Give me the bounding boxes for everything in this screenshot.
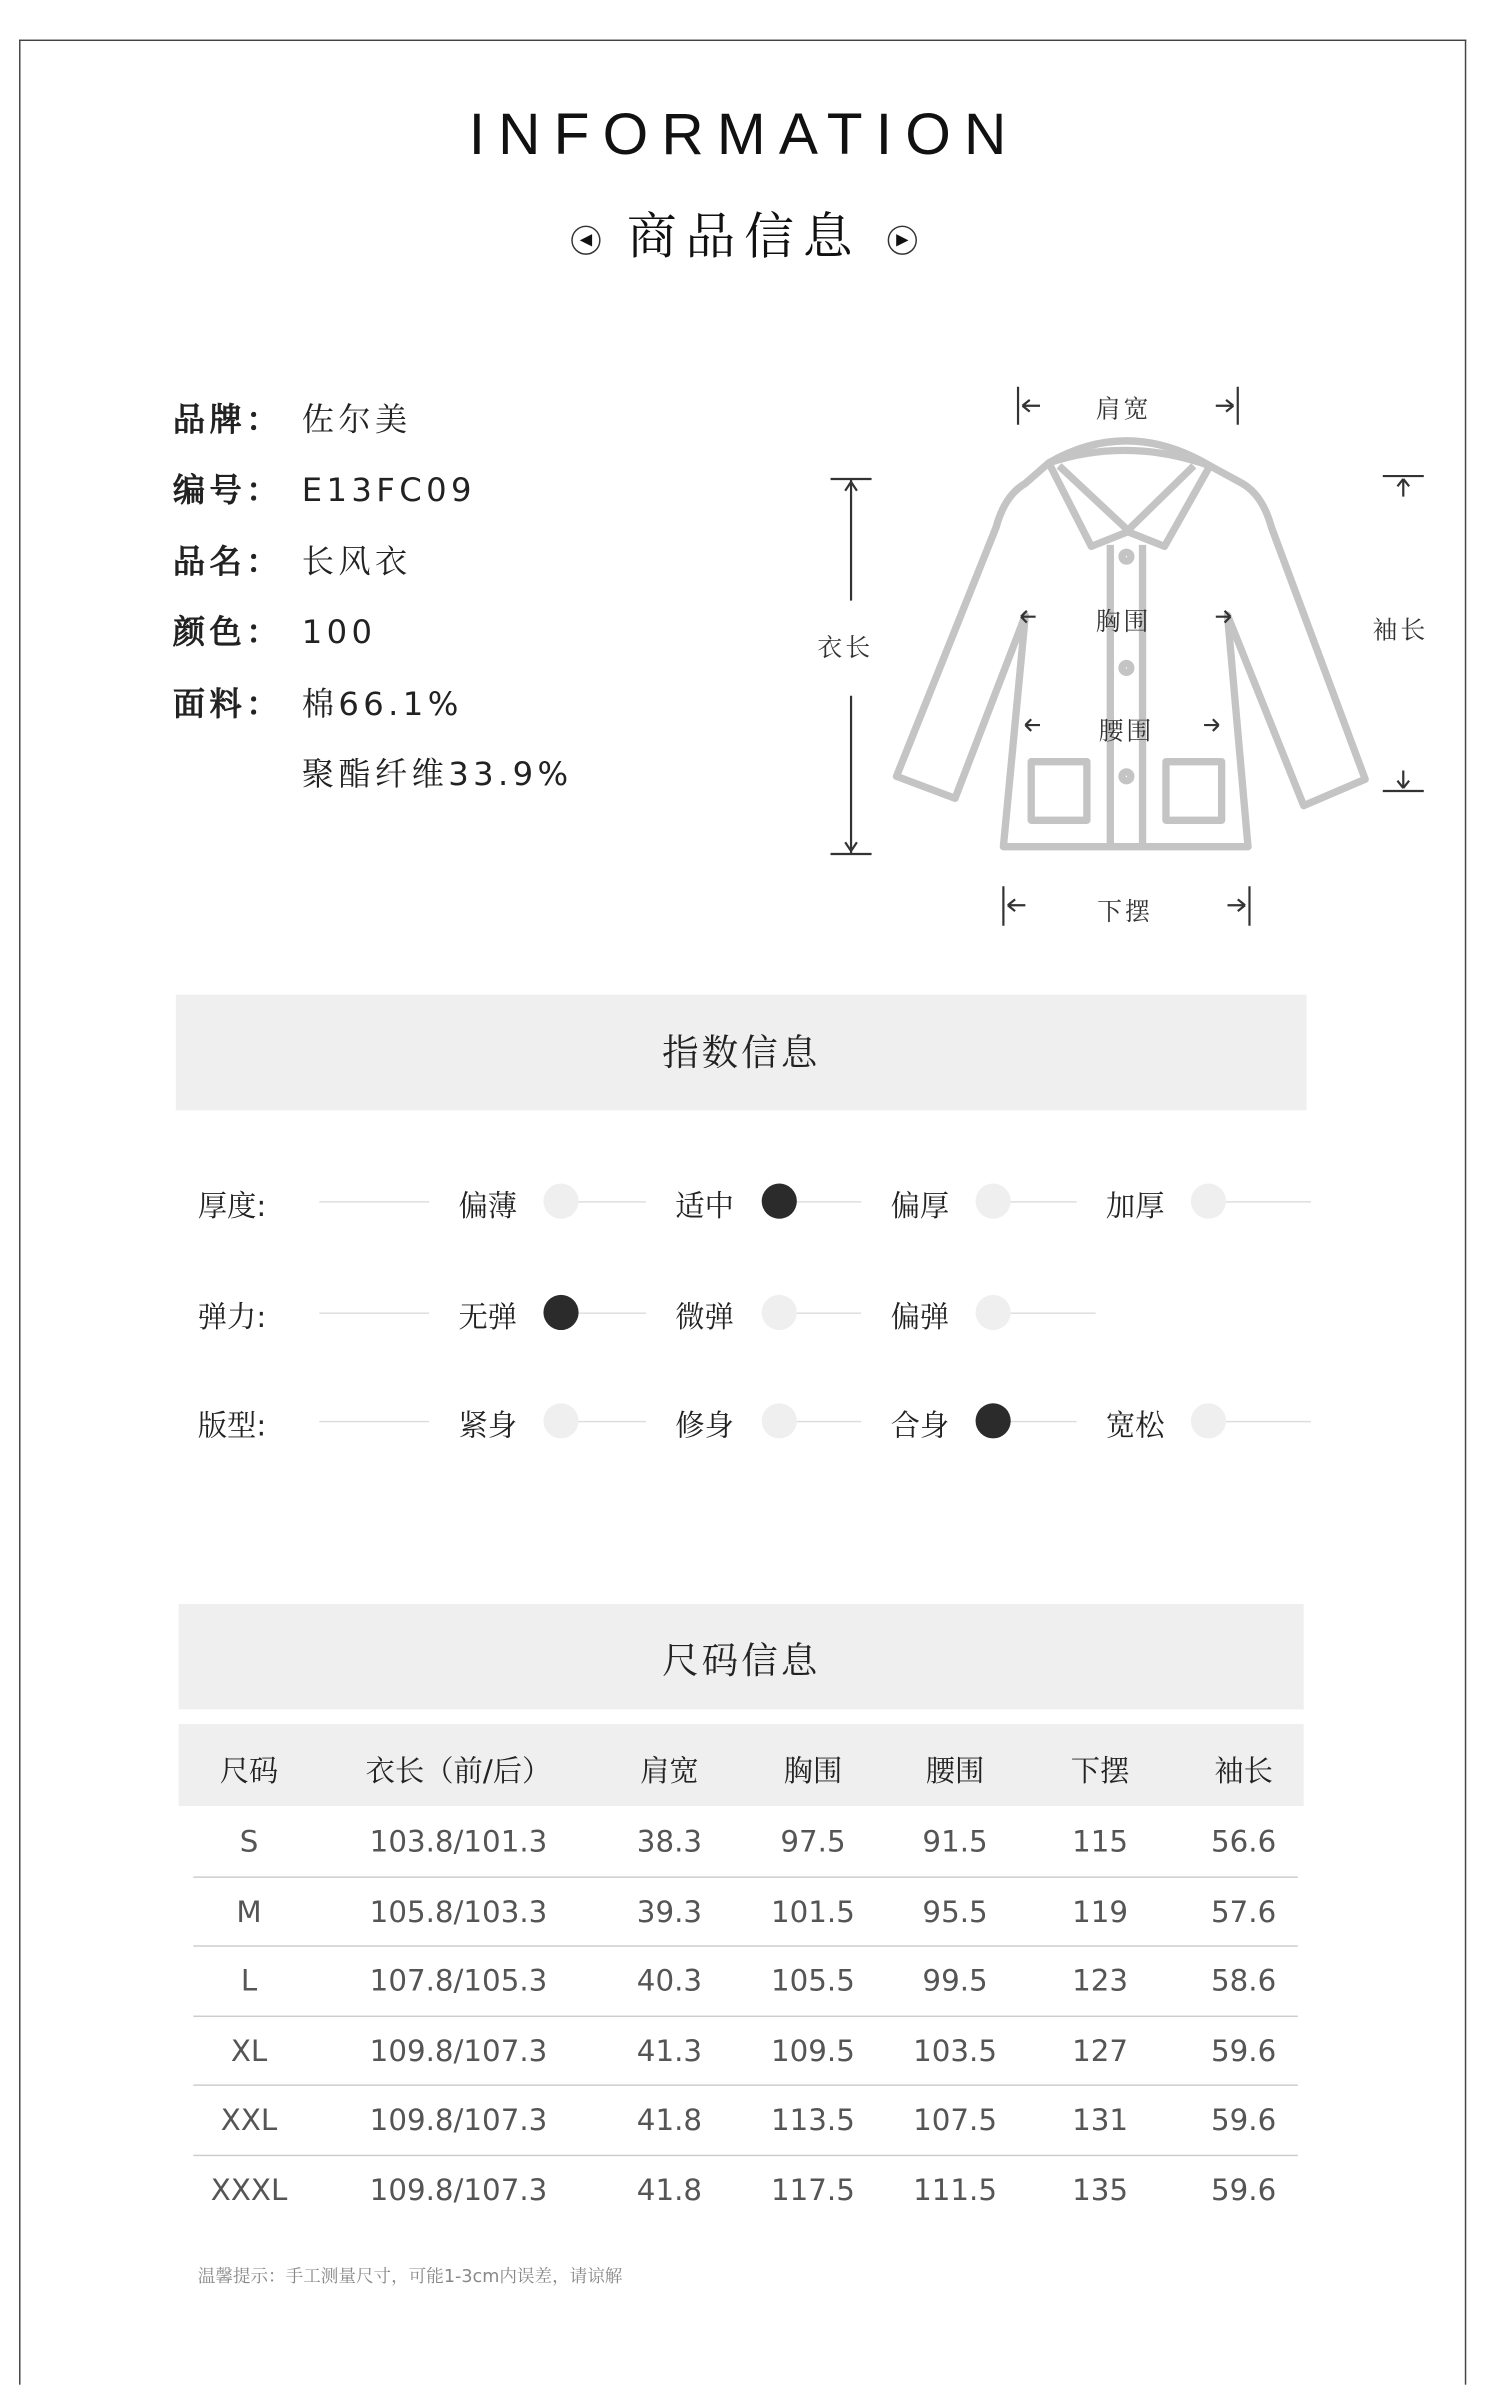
- size-table-cell: 109.5: [771, 2032, 855, 2068]
- size-table-cell: 131: [1072, 2101, 1129, 2138]
- size-table-cell: L: [240, 1962, 258, 1998]
- size-table-cell: 39.3: [636, 1893, 703, 1929]
- index-option-dot: [1191, 1403, 1226, 1438]
- index-option-label: 加厚: [1077, 1182, 1194, 1224]
- size-table-cell: 109.8/107.3: [369, 2171, 548, 2207]
- size-table-header: 肩宽: [640, 1753, 699, 1789]
- size-table-cell: 111.5: [913, 2171, 997, 2207]
- index-option-label: 无弹: [429, 1293, 546, 1335]
- info-label: 品牌：: [172, 402, 283, 440]
- info-value: E13FC09: [301, 473, 476, 510]
- size-table-cell: 107.8/105.3: [369, 1962, 548, 1998]
- index-option-label: 适中: [646, 1182, 763, 1224]
- info-label: 编号：: [172, 473, 283, 510]
- index-option-dot: [762, 1403, 797, 1438]
- size-table-header: 下摆: [1070, 1753, 1130, 1789]
- size-table-cell: 57.6: [1211, 1893, 1277, 1929]
- size-table-header: 衣长（前/后）: [365, 1753, 552, 1789]
- size-table-cell: XXXL: [210, 2171, 288, 2207]
- size-table-cell: 119: [1072, 1893, 1129, 1929]
- index-option-dot-selected: [543, 1295, 578, 1330]
- index-option-dot: [976, 1295, 1011, 1330]
- size-table-cell: 123: [1072, 1962, 1129, 1998]
- label-sleeve: 袖长: [1372, 616, 1429, 646]
- size-table-row-divider: [193, 2084, 1297, 2085]
- size-table-row-divider: [193, 2154, 1297, 2155]
- left-arrow-circle-icon: ◀: [571, 226, 600, 255]
- size-table-row-divider: [193, 2015, 1297, 2016]
- label-chest: 胸围: [1095, 607, 1152, 638]
- size-table-cell: 99.5: [922, 1962, 988, 1998]
- size-table-cell: 113.5: [771, 2101, 855, 2138]
- jacket-outline-icon: [896, 441, 1365, 847]
- size-table-cell: 103.5: [913, 2032, 997, 2068]
- label-waist: 腰围: [1098, 717, 1155, 748]
- size-table-cell: 59.6: [1211, 2171, 1277, 2207]
- info-value: 长风衣: [301, 544, 412, 582]
- size-table-header: 腰围: [925, 1753, 985, 1789]
- index-row-label: 弹力:: [197, 1299, 267, 1335]
- index-option-dot: [1191, 1184, 1226, 1219]
- size-table-cell: 109.8/107.3: [369, 2101, 548, 2138]
- index-option-dot-selected: [976, 1403, 1011, 1438]
- right-arrow-circle-icon: ▶: [888, 226, 917, 255]
- subtitle-text: 商品信息: [626, 208, 862, 267]
- size-table-cell: S: [239, 1823, 259, 1859]
- size-table-cell: 135: [1072, 2171, 1129, 2207]
- size-table-cell: 95.5: [922, 1893, 988, 1929]
- info-value: 佐尔美: [301, 402, 412, 440]
- size-table-cell: 41.8: [636, 2171, 703, 2207]
- size-table-cell: 103.8/101.3: [369, 1823, 548, 1859]
- info-label: 面料：: [172, 686, 283, 724]
- size-table-cell: 59.6: [1211, 2101, 1277, 2138]
- index-option-dot: [543, 1403, 578, 1438]
- size-table-cell: XXL: [220, 2101, 278, 2138]
- label-hem: 下摆: [1097, 897, 1153, 928]
- size-table-cell: 41.3: [636, 2032, 703, 2068]
- size-table-cell: 38.3: [636, 1823, 703, 1859]
- size-table-header: 尺码: [219, 1753, 279, 1789]
- size-table-cell: 105.8/103.3: [369, 1893, 548, 1929]
- size-table-cell: 56.6: [1211, 1823, 1277, 1859]
- size-table-cell: 40.3: [636, 1962, 703, 1998]
- index-option-label: 修身: [646, 1402, 763, 1444]
- size-diagram: [0, 0, 1500, 1025]
- label-shoulder: 肩宽: [1095, 395, 1152, 425]
- index-option-label: 宽松: [1077, 1402, 1194, 1444]
- size-table-cell: M: [236, 1893, 262, 1929]
- size-table-row-divider: [193, 1945, 1297, 1946]
- info-value: 棉66.1%: [301, 686, 463, 724]
- index-row-label: 版型:: [197, 1407, 267, 1443]
- size-table-header: 袖长: [1214, 1753, 1273, 1789]
- size-table-cell: 91.5: [922, 1823, 988, 1859]
- index-row-label: 厚度:: [197, 1187, 267, 1224]
- size-table-cell: 109.8/107.3: [369, 2032, 548, 2068]
- index-option-dot: [976, 1184, 1011, 1219]
- size-table-cell: 115: [1072, 1823, 1129, 1859]
- size-table-cell: 117.5: [771, 2171, 855, 2207]
- index-option-label: 偏厚: [861, 1182, 978, 1224]
- index-option-label: 紧身: [429, 1402, 546, 1444]
- size-table-header: 胸围: [783, 1753, 843, 1789]
- size-table-cell: 59.6: [1211, 2032, 1277, 2068]
- index-section-header: 指数信息: [176, 995, 1307, 1111]
- size-table-cell: 101.5: [771, 1893, 855, 1929]
- size-table-cell: 97.5: [780, 1823, 846, 1859]
- size-table-cell: 105.5: [771, 1962, 855, 1998]
- info-label: 品名：: [172, 544, 283, 582]
- size-table-cell: XL: [230, 2032, 268, 2068]
- measurement-note: 温馨提示：手工测量尺寸，可能1-3cm内误差，请谅解: [197, 2266, 623, 2287]
- label-length: 衣长: [817, 634, 874, 664]
- size-section-header: 尺码信息: [179, 1604, 1304, 1709]
- index-option-label: 合身: [861, 1402, 978, 1444]
- size-table-row-divider: [193, 1876, 1297, 1877]
- info-value: 聚酯纤维33.9%: [301, 757, 573, 794]
- size-table-cell: 127: [1072, 2032, 1129, 2068]
- info-label: 颜色：: [172, 615, 283, 652]
- size-table-cell: 41.8: [636, 2101, 703, 2138]
- index-option-dot: [762, 1295, 797, 1330]
- page-title: INFORMATION: [468, 102, 1020, 167]
- index-option-dot: [543, 1184, 578, 1219]
- size-table-cell: 107.5: [913, 2101, 997, 2138]
- index-option-label: 偏弹: [861, 1293, 978, 1335]
- index-option-label: 微弹: [646, 1293, 763, 1335]
- info-value: 100: [301, 615, 377, 652]
- size-table-cell: 58.6: [1211, 1962, 1277, 1998]
- index-option-label: 偏薄: [429, 1182, 546, 1224]
- index-option-dot-selected: [762, 1184, 797, 1219]
